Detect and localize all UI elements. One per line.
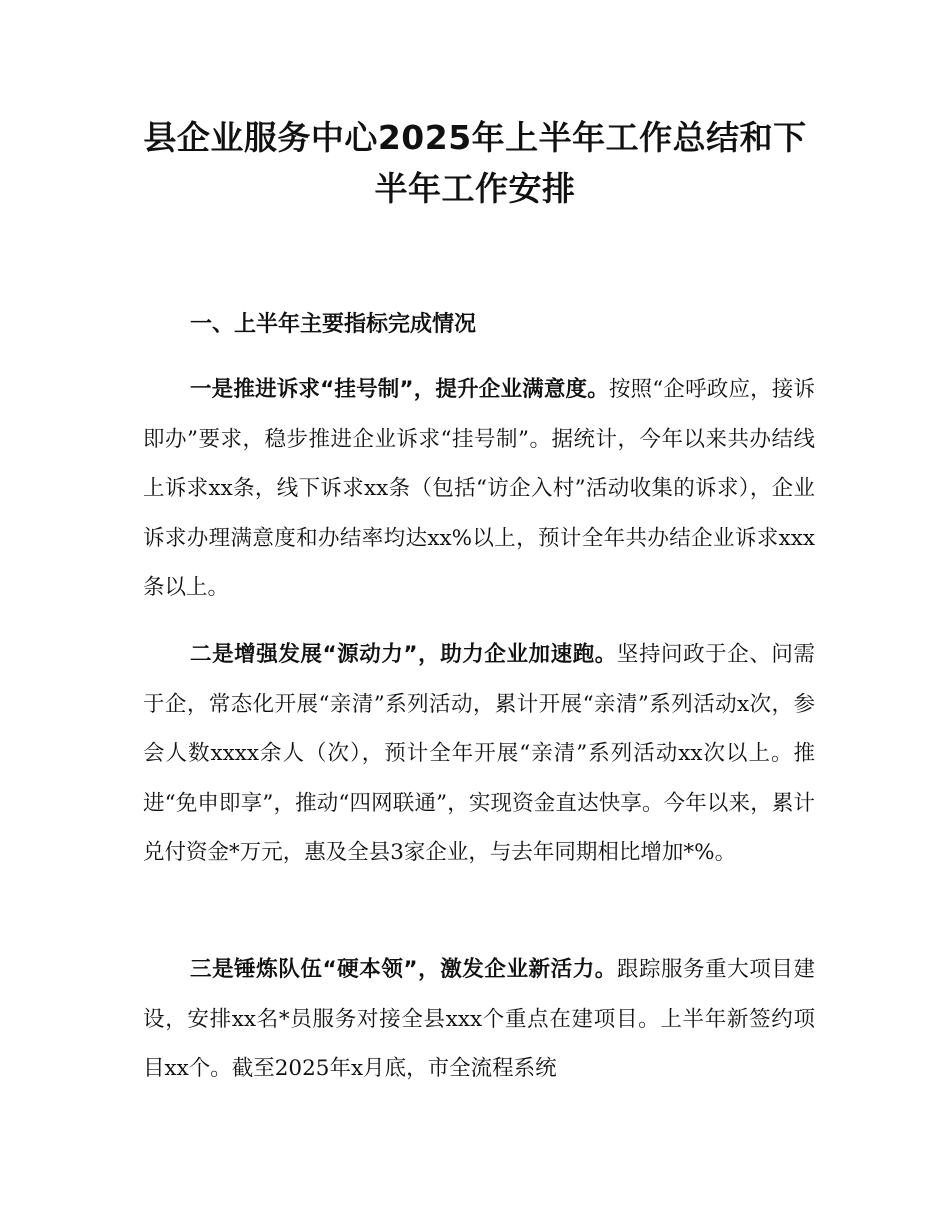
paragraph-1 <box>143 365 815 613</box>
title-line-1: 县企业服务中心2025年上半年工作总结和下 <box>143 118 807 157</box>
paragraph-2 <box>143 630 815 878</box>
document-title <box>100 112 850 214</box>
section-heading: 一、上半年主要指标完成情况 <box>190 312 477 337</box>
paragraph-1-body: 按照“企呼政应，接诉即办”要求，稳步推进企业诉求“挂号制”。据统计，今年以来共办结线上诉求xx条，线下诉求xx条（包括“访企入村”活动收集的诉求），企业诉求办理满意度和办结率均达xx%以上，预计全年共办结企业诉求xxx条以上。 <box>143 377 815 600</box>
paragraph-3-lead: 三是锤炼队伍“硬本领”，激发企业新活力。 <box>190 957 617 982</box>
paragraph-2-lead: 二是增强发展“源动力”，助力企业加速跑。 <box>190 642 617 667</box>
paragraph-2-body: 坚持问政于企、问需于企，常态化开展“亲清”系列活动，累计开展“亲清”系列活动x次，参会人数xxxx余人（次），预计全年开展“亲清”系列活动xx次以上。推进“免申即享”，推动“四网联通”，实现资金直达快享。今年以来，累计兑付资金*万元，惠及全县3家企业，与去年同期相比增加*%。 <box>143 642 815 865</box>
paragraph-3-body: 跟踪服务重大项目建设，安排xx名*员服务对接全县xxx个重点在建项目。上半年新签约项目xx个。截至2025年x月底，市全流程系统 <box>143 957 815 1081</box>
paragraph-1-lead: 一是推进诉求“挂号制”，提升企业满意度。 <box>190 377 609 402</box>
title-line-2: 半年工作安排 <box>374 169 576 208</box>
paragraph-3 <box>143 945 815 1094</box>
